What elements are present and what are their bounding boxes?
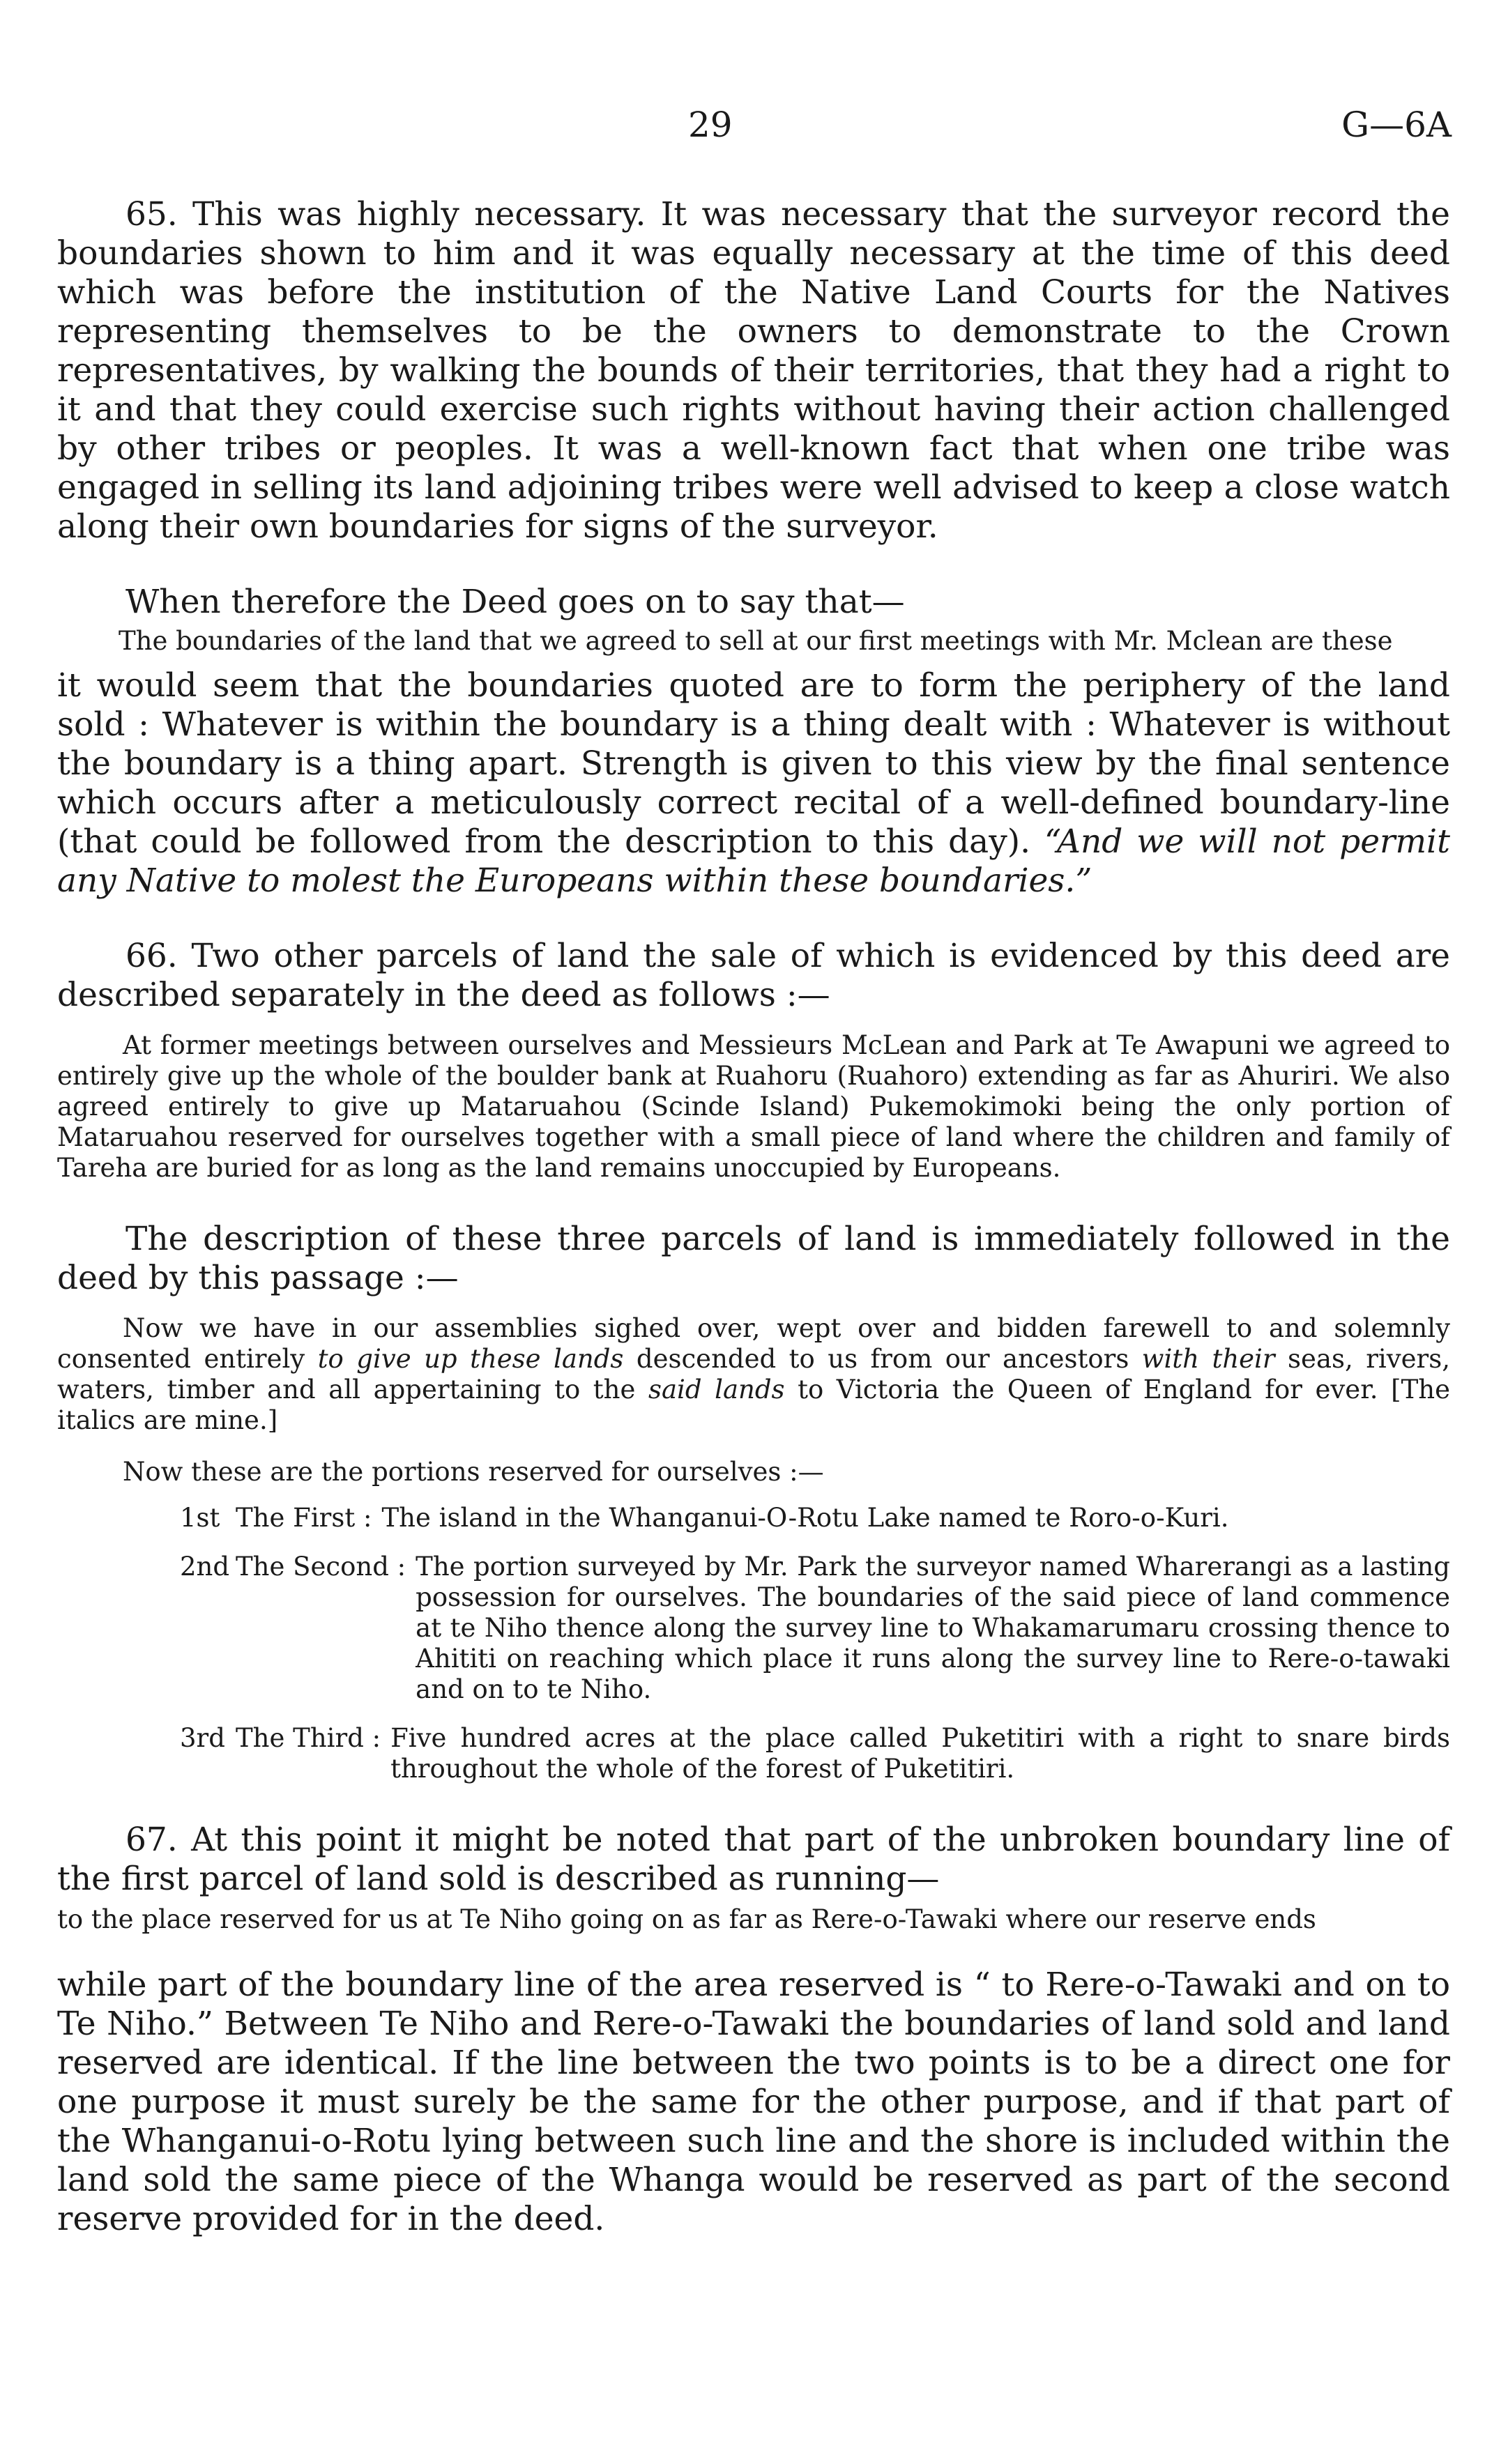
quote-text: to Victoria the Queen of England for ever. [The italics are mine.] [57,1375,1450,1435]
reserve-name: The First : [236,1503,372,1533]
deed-quote-parcels: At former meetings between ourselves and Messieurs McLean and Park at Te Awapuni we agreed to entirely give up the whole of the boulder bank at Ruahoru (Ruahoro) extending as far as Ahuriri. We also agreed entirely to give up Mataruahou (Scinde Island) Pukemokimoki being the only portion of Mataruahou reserved for ourselves together with a small piece of land where the children and family of Tareha are buried for as long as the land remains unoccupied by Europeans. [57,1030,1450,1183]
paragraph-65-lead: When therefore the Deed goes on to say that— [125,583,905,621]
reserve-name: The Second : [236,1552,406,1582]
quote-text: seas, rivers, waters, timber and all appertaining to the [57,1344,1450,1405]
deed-quote-boundaries: The boundaries of the land that we agreed to sell at our first meetings with Mr. Mclean are these [119,626,1393,656]
reserve-name: The Third : [236,1723,381,1753]
reserve-item [180,1552,1450,1705]
paragraph-67-continued: while part of the boundary line of the area reserved is “ to Rere-o-Tawaki and on to Te Niho.” Between Te Niho and Rere-o-Tawaki the boundaries of land sold and land reserved are identical. If the line between the two points is to be a direct one for one purpose it must surely be the same for the other purpose, and if that part of the Whanganui-o-Rotu lying between such line and the shore is included within the land sold the same piece of the Whanga would be reserved as part of the second reserve provided for in the deed. [57,1966,1450,2238]
paragraph-65: 65. This was highly necessary. It was necessary that the surveyor record the boundaries shown to him and it was equally necessary at the time of this deed which was before the institution of the Native Land Courts for the Natives representing themselves to be the owners to demonstrate to the Crown representatives, by walking the bounds of their territories, that they had a right to it and that they could exercise such rights without having their action challenged by other tribes or peoples. It was a well-known fact that when one tribe was engaged in selling its land adjoining tribes were well advised to keep a close watch along their own boundaries for signs of the surveyor. [57,195,1450,546]
page-number: 29 [688,105,733,145]
paragraph-65-continued-text: it would seem that the boundaries quoted are to form the periphery of the land sold : Whatever is within the boundary is a thing dealt with : Whatever is without the boundary is a thing apart. Strength is given to this view by the final sentence which occurs after a meticulously correct recital of a well-defined boundary-line (that could be followed from the description to this day). [57,666,1450,861]
paragraph-66: 66. Two other parcels of land the sale of which is evidenced by this deed are described separately in the deed as follows :— [57,937,1450,1014]
document-reference: G—6A [1341,105,1452,145]
reserve-description: Five hundred acres at the place called Puketitiri with a right to snare birds throughout the whole of the forest of Puketitiri. [390,1723,1450,1784]
quote-italic: said lands [648,1375,785,1405]
reserve-number: 3rd [180,1723,225,1753]
reserve-item [180,1503,1450,1533]
reserved-intro: Now these are the portions reserved for ourselves :— [123,1457,824,1487]
paragraph-67: 67. At this point it might be noted that part of the unbroken boundary line of the first parcel of land sold is described as running— [57,1821,1450,1898]
reserve-description: The island in the Whanganui-O-Rotu Lake named te Roro-o-Kuri. [381,1503,1229,1533]
quote-italic: to give up these lands [317,1344,624,1374]
reserves-list [57,1503,1450,1784]
reserve-description: The portion surveyed by Mr. Park the surveyor named Wharerangi as a lasting possession for ourselves. The boundaries of the said piece of land commence at te Niho thence along the survey line to Whakamarumaru crossing thence to Ahititi on reaching which place it runs along the survey line to Rere-o-tawaki and on to te Niho. [416,1552,1450,1704]
deed-quote-farewell [57,1313,1450,1436]
reserve-item [180,1723,1450,1784]
reserve-number: 1st [180,1503,220,1533]
document-body [57,195,1450,2239]
quote-text: Now we have in our assemblies sighed over, wept over and bidden farewell to and solemnly consented entirely [57,1313,1450,1374]
paragraph-65-continued [57,666,1450,901]
paragraph-65-italic-quote: “And we will not permit any Native to molest the Europeans within these boundaries.” [57,822,1450,900]
reserve-number: 2nd [180,1552,230,1582]
quote-text: descended to us from our ancestors [623,1344,1142,1374]
quote-italic: with their [1141,1344,1275,1374]
paragraph-66-continued: The description of these three parcels of land is immediately followed in the deed by this passage :— [57,1220,1450,1297]
page-header [57,105,1452,153]
deed-quote-te-niho: to the place reserved for us at Te Niho going on as far as Rere-o-Tawaki where our reserve ends [57,1904,1316,1934]
